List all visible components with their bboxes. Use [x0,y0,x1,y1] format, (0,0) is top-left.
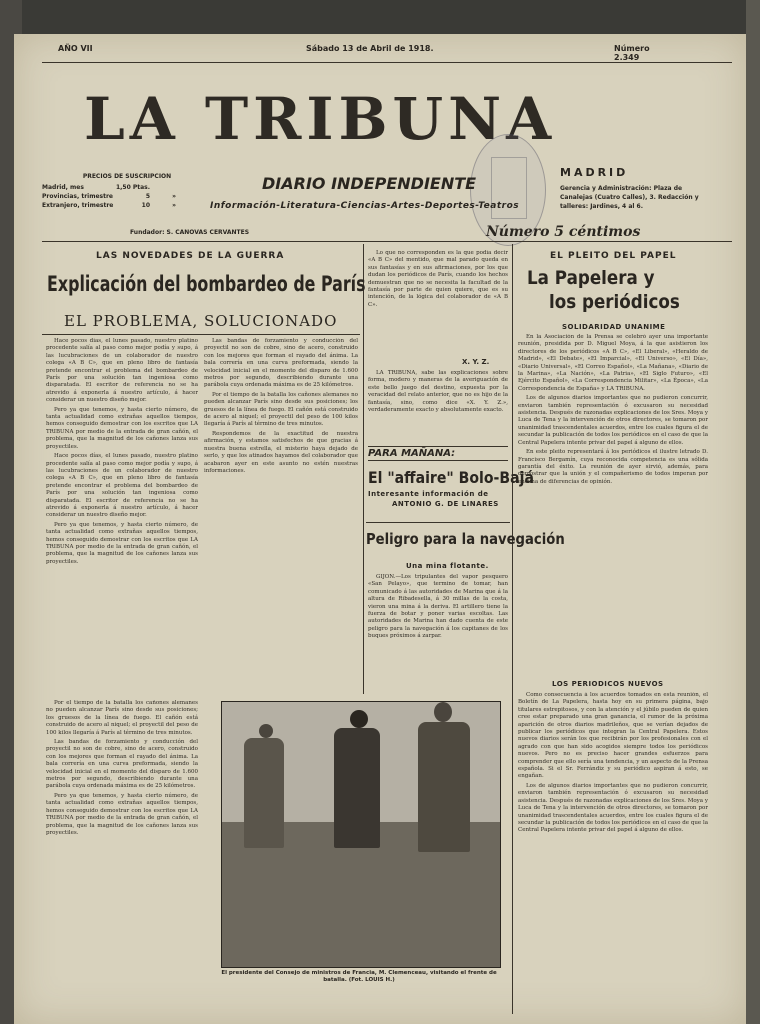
photo-caption: El presidente del Consejo de ministros de Francia, M. Clemenceau, visitando el frente de batalla. (Fot. LOUIS H.) [221,970,497,983]
issue-price: Número 5 céntimos [486,224,641,240]
headline-papelera-2: los periódicos [549,291,680,313]
headline-navegacion: Peligro para la navegación [366,530,565,548]
newspaper-title: LA TRIBUNA [84,85,557,153]
headline-bombardeo: Explicación del bombardeo de París [47,272,366,296]
section-label: LAS NOVEDADES DE LA GUERRA [96,251,285,261]
date-label: Sábado 13 de Abril de 1918. [306,44,434,53]
subhead-problema: EL PROBLEMA, SOLUCIONADO [64,312,338,330]
masthead-topline [42,44,662,62]
signature: X. Y. Z. [462,358,490,366]
kicker-para-manana: PARA MAÑANA: [368,446,508,461]
masthead-rule [42,62,732,63]
binding-edge [746,0,760,1024]
article-text: Hace pocos días, el lunes pasado, nuestro platino procedente salía al paso como mejor podía y supo, á las lucubraciones de un colaborador de nuestro colega «A B C», que en pleno libro de fantasía pretende encontrar el problema del bombardeo de París por una solución tan ingeniosa como disparatada. El escritor de referencia no se ha atrevido á exponerla á nuestro artículo, á hacer considerar un nuestro diseño mejor. Pero ya que tenemos, y hasta cierto número, de tanta actualidad como extrañas aquellos tiempos, hemos conseguido demostrar con los escritos que LA TRIBUNA por medio de la entrada de gran cañón, el problema, que la magnitud de los cañones lanza sus proyectiles. Hace pocos días, el lunes pasado, nuestro platino procedente salía al paso como mejor podía y supo, á las lucubraciones de un colaborador de nuestro colega «A B C», que en pleno libro de fantasía pretende encontrar el problema del bombardeo de París por una solución tan ingeniosa como disparatada. El escritor de referencia no se ha atrevido á exponerla á nuestro artículo, á hacer considerar un nuestro diseño mejor. Pero ya que tenemos, y hasta cierto número, de tanta actualidad como extrañas aquellos tiempos, hemos conseguido demostrar con los escritos que LA TRIBUNA por medio de la entrada de gran cañón, el problema, que la magnitud de los cañones lanza sus proyectiles. [46,338,198,565]
column-divider [363,244,364,694]
price-row: Madrid, mes 1,50 Ptas. [42,184,150,191]
subhead-nuevos: LOS PERIODICOS NUEVOS [552,680,664,688]
article-text: Lo que no corresponden es la que podía decir «A B C» del mentido, que mal parado queda en sus fantasías y en sus afirmaciones, por los que dudan los periódicos de París, cuando los hechos demuestran que no se necesita la facultad de la fantasía por parte de quien quiere, que es su intención, de la lógica del colaborador de «A B C». [368,250,508,308]
section-label: EL PLEITO DEL PAPEL [550,251,677,261]
affaire-subtitle: Interesante información de [368,490,489,498]
subscription-prices [42,172,212,210]
article-text: En la Asociación de la Prensa se celebró ayer una importante reunión, presidida por D. Miguel Moya, á la que asistieron los directores de los periódicos «A B C», «El Liberal», «Heraldo de Madrid», «El Debate», «El Imparcial», «El Universo», «El Día», «Diario Universal», «El Correo Español», «La Mañana», «Diario de la Marina», «La Nación», «La Patria», «El Siglo Futuro», «El Ejército Español», «La Correspondencia Militar», «La Época», «La Correspondencia de España» y LA TRIBUNA. Los de algunos diarios importantes que no pudieron concurrir, enviaron también representación ó excusaron su necesidad asistencia. Después de razonadas explicaciones de los Sres. Moya y Luca de Tena y la intervención de otros directores, se tomaron por unanimidad trascendentales acuerdos, entre los cuales figura el de secundar la publicación de todos los periódicos en el caso de que la Central Papelera intente privar del papel á alguno de ellos. En este pleito representará á los periódicos el ilustre letrado D. Francisco Bergamín, cuya reconocida competencia es una sólida garantía del éxito. La reunión de ayer sirvió, además, para demostrar que la unión y el compañerismo de todos imperan por encima de diferencias de opinión. [518,334,708,485]
story-rule [366,522,510,523]
affaire-author: ANTONIO G. DE LINARES [392,500,499,508]
subhead-solidaridad: SOLIDARIDAD UNANIME [562,323,666,331]
newspaper-tagline: Información-Literatura-Ciencias-Artes-Deportes-Teatros [210,201,520,211]
price-row: Extranjero, trimestre 10 » [42,202,176,209]
story-rule [42,334,360,335]
article-text: Como consecuencia á los acuerdos tomados en esta reunión, el Boletín de La Papelera, hasta hoy en su primera página, bajo titulares estrepitosos, y con la atención y el júbilo pueden de quien cree estar preparado una gran ganancia, el rumor de la próxima aparición de otros diarios madrileños, que se verían dejados de publicar los periódicos que integran la Central Papelera. Estos nuevos diarios serán los que recibirán por los profesionales con el agrado con que han sido acogidos siempre todos los periódicos nuevos. Pero no es preciso hacer grandes esfuerzos para comprender que ello sería una tendencia, y un aspecto de la Prensa española. Si el Sr. Ferrándiz y su periódico aspiran á esto, se engañan. Los de algunos diarios importantes que no pudieron concurrir, enviaron también representación ó excusaron su necesidad asistencia. Después de razonadas explicaciones de los Sres. Moya y Luca de Tena y la intervención de otros directores, se tomaron por unanimidad trascendentales acuerdos, entre los cuales figura el de secundar la publicación de todos los periódicos en el caso de que la Central Papelera intente privar del papel á alguno de ellos. [518,692,708,834]
city-label: MADRID [560,166,629,179]
year-label: AÑO VII [58,44,93,53]
navegacion-subtitle: Una mina flotante. [406,562,489,570]
headline-affaire: El "affaire" Bolo-Bajá [368,468,534,487]
clemenceau-photo [221,701,501,968]
price-row: Provincias, trimestre 5 » [42,193,176,200]
founder-label: Fundador: S. CANOVAS CERVANTES [130,229,250,236]
prices-heading: PRECIOS DE SUSCRIPCION [82,173,172,180]
issue-number: Número 2.349 [614,44,650,62]
article-text: LA TRIBUNA, sabe las explicaciones sobre forma, modero y maneras de la averiguación de este bello juego del destino, expuesta por la veracidad del relato anterior, que no es hijo de la fantasía, sino, como dice «X. Y. Z.», verdaderamente exacto y absolutamente exacto. [368,370,508,414]
header-rule [42,241,732,242]
newspaper-subtitle: DIARIO INDEPENDIENTE [262,174,477,193]
article-text: Por el tiempo de la batalla los cañones alemanes no pueden alcanzar París sino desde sus posiciones; los gruesos de la línea de fuego. El cañón está construido de acero al niquel; el proyectil del peso de 100 kilos llegaría á París al término de tres minutos. Las bandas de forzamiento y conducción del proyectil no son de cobre, sino de acero, construido con los mejores que forman el rayado del ánima. La bala correría en una curva preformada, siendo la velocidad inicial en el momento del disparo de 1.600 metros por segundo, describiendo durante una parábola cuya ordenada máxima es de 25 kilómetros. Pero ya que tenemos, y hasta cierto número, de tanta actualidad como extrañas aquellos tiempos, hemos conseguido demostrar con los escritos que LA TRIBUNA por medio de la entrada de gran cañón, el problema, que la magnitud de los cañones lanza sus proyectiles. [46,700,198,836]
article-text: GIJON.—Los tripulantes del vapor pesquero «San Pelayo», que termino de tomar, han comunicado á las autoridades de Marina que á la altura de Ribadesella, á 30 millas de la costa, vieron una mina á la deriva. El artillero tiene la fuerza de botar y poner varias escoltas. Las autoridades de Marina han dado cuenta de este peligro para la navegación á los capitanes de los buques próximos á zarpar. [368,574,508,640]
admin-address: Gerencia y Administración: Plaza de Canalejas (Cuatro Calles), 3. Redacción y talleres: Jardines, 4 al 6. [560,185,699,210]
article-text: Las bandas de forzamiento y conducción del proyectil no son de cobre, sino de acero, construido con los mejores que forman el rayado del ánima. La bala correría en una curva preformada, siendo la velocidad inicial en el momento del disparo de 1.600 metros por segundo, describiendo durante una parábola cuya ordenada máxima es de 25 kilómetros. Por el tiempo de la batalla los cañones alemanes no pueden alcanzar París sino desde sus posiciones; los gruesos de la línea de fuego. El cañón está construido de acero al niquel; el proyectil del peso de 100 kilos llegaría á París al término de tres minutos. Respondemos de la exactitud de nuestra afirmación, y estamos satisfechos de que gracias á nuestra buena estrella, el misterio haya dejado de serlo, y que los atinados hayamos del colaborador que acabaron ayer en este asunto no estén nuestras informaciones. [204,338,358,474]
column-divider [512,244,513,1014]
headline-papelera-1: La Papelera y [527,267,655,289]
